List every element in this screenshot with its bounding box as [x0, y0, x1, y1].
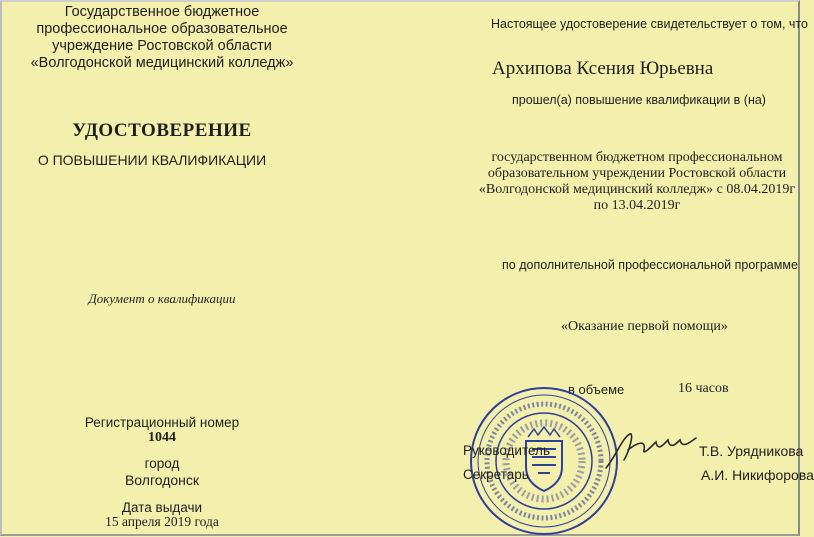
- registration-label: Регистрационный номер: [84, 415, 240, 430]
- holder-name: Архипова Ксения Юрьевна: [492, 58, 714, 79]
- signature-stroke: [606, 434, 696, 468]
- secretary-role: Секретарь: [463, 467, 529, 482]
- city-label: город: [144, 456, 180, 471]
- issuer-header: Государственное бюджетное профессиональное образовательное учреждение Ростовской области «Волгодонской медицинский колледж»: [30, 4, 294, 71]
- official-stamp: [468, 385, 620, 537]
- document-title: УДОСТОВЕРЕНИЕ: [72, 120, 252, 141]
- document-type: Документ о квалификации: [88, 291, 236, 306]
- crown-emblem: [528, 427, 560, 437]
- passed-text: прошел(а) повышение квалификации в (на): [512, 93, 766, 107]
- volume-value: 16 часов: [678, 381, 729, 396]
- director-name: Т.В. Урядникова: [699, 443, 804, 459]
- signature: [600, 424, 700, 474]
- secretary-name: А.И. Никифорова: [701, 467, 814, 483]
- training-organization: государственном бюджетном профессиональном образовательном учреждении Ростовской области «Волгодонской медицинский колледж» с 08.04.2019г по 13.04.2019г: [478, 150, 796, 213]
- issue-date: 15 апреля 2019 года: [105, 514, 219, 529]
- document-subtitle: О ПОВЫШЕНИИ КВАЛИФИКАЦИИ: [37, 152, 267, 168]
- stamp-ring-2: [478, 395, 610, 527]
- course-name: «Оказание первой помощи»: [561, 319, 728, 334]
- intro-text: Настоящее удостоверение свидетельствует о том, что: [491, 17, 808, 31]
- issue-date-label: Дата выдачи: [121, 500, 203, 515]
- registration-number: 1044: [148, 430, 176, 445]
- city-name: Волгодонск: [124, 472, 200, 488]
- volume-label: в объеме: [568, 382, 625, 397]
- stamp-inner-text-ring: [506, 423, 582, 499]
- stamp-outer-ring: [471, 388, 617, 534]
- program-label: по дополнительной профессиональной программе: [502, 258, 798, 272]
- director-role: Руководитель: [463, 443, 550, 458]
